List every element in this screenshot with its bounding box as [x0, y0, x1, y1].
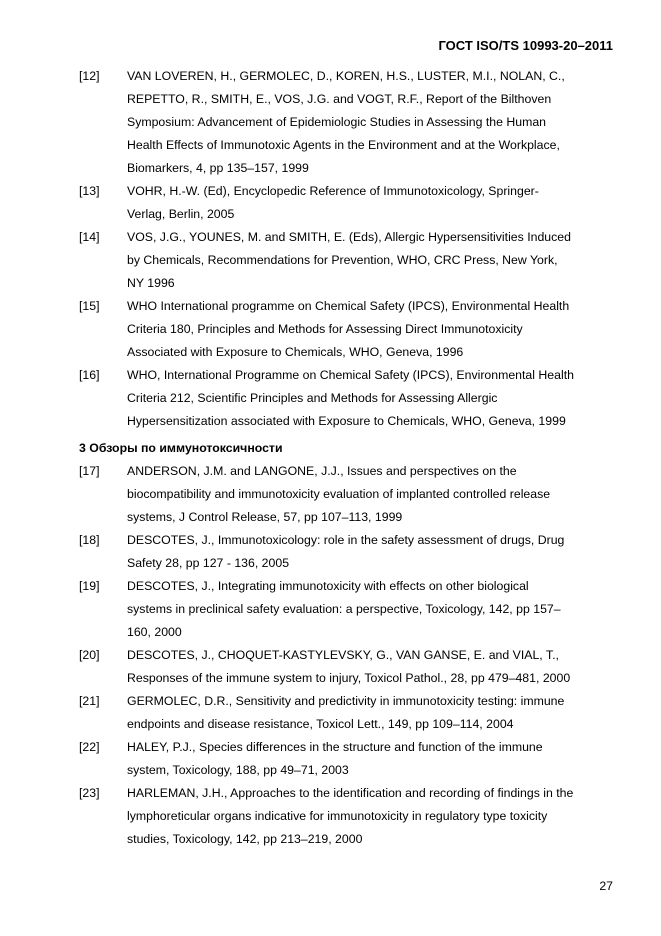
reference-line: Criteria 212, Scientific Principles and Methods for Assessing Allergic	[127, 391, 498, 405]
reference-line: Responses of the immune system to injury, Toxicol Pathol., 28, pp 479–481, 2000	[127, 671, 571, 685]
reference-number: [17]	[79, 464, 100, 478]
reference-text	[127, 736, 619, 782]
reference-line: endpoints and disease resistance, Toxicol Lett., 149, pp 109–114, 2004	[127, 717, 514, 731]
reference-number: [20]	[79, 648, 100, 662]
reference-number: [15]	[79, 299, 100, 313]
reference-line: DESCOTES, J., Immunotoxicology: role in the safety assessment of drugs, Drug	[127, 533, 565, 547]
reference-line: VAN LOVEREN, H., GERMOLEC, D., KOREN, H.S., LUSTER, M.I., NOLAN, C.,	[127, 69, 565, 83]
reference-text	[127, 460, 619, 529]
reference-entry	[79, 65, 619, 180]
reference-text	[127, 65, 619, 180]
reference-line: Criteria 180, Principles and Methods for Assessing Direct Immunotoxicity	[127, 322, 523, 336]
reference-line: biocompatibility and immunotoxicity evaluation of implanted controlled release	[127, 487, 551, 501]
reference-entry	[79, 295, 619, 364]
reference-text	[127, 180, 619, 226]
reference-entry	[79, 364, 619, 433]
reference-number: [19]	[79, 579, 100, 593]
reference-line: DESCOTES, J., CHOQUET-KASTYLEVSKY, G., VAN GANSE, E. and VIAL, T.,	[127, 648, 559, 662]
reference-line: REPETTO, R., SMITH, E., VOS, J.G. and VOGT, R.F., Report of the Bilthoven	[127, 92, 552, 106]
section-3-title: 3 Обзоры по иммунотоксичности	[79, 441, 283, 455]
reference-entry	[79, 644, 619, 690]
reference-number: [12]	[79, 69, 100, 83]
reference-text	[127, 364, 619, 433]
references-list	[79, 65, 619, 851]
reference-line: Symposium: Advancement of Epidemiologic Studies in Assessing the Human	[127, 115, 546, 129]
reference-line: 160, 2000	[127, 625, 182, 639]
reference-line: lymphoreticular organs indicative for immunotoxicity in regulatory type toxicity	[127, 809, 548, 823]
reference-line: VOHR, H.-W. (Ed), Encyclopedic Reference of Immunotoxicology, Springer-	[127, 184, 539, 198]
reference-text	[127, 575, 619, 644]
reference-text	[127, 690, 619, 736]
reference-line: studies, Toxicology, 142, pp 213–219, 2000	[127, 832, 363, 846]
reference-line: NY 1996	[127, 276, 175, 290]
reference-number: [23]	[79, 786, 100, 800]
reference-number: [22]	[79, 740, 100, 754]
reference-entry	[79, 180, 619, 226]
reference-line: WHO, International Programme on Chemical Safety (IPCS), Environmental Health	[127, 368, 574, 382]
references-group-2	[79, 460, 619, 851]
document-code-header: ГОСТ ISO/TS 10993-20–2011	[438, 38, 613, 53]
reference-line: Safety 28, pp 127 - 136, 2005	[127, 556, 290, 570]
reference-line: systems in preclinical safety evaluation: a perspective, Toxicology, 142, pp 157–	[127, 602, 561, 616]
reference-line: Associated with Exposure to Chemicals, WHO, Geneva, 1996	[127, 345, 464, 359]
reference-entry	[79, 226, 619, 295]
reference-line: DESCOTES, J., Integrating immunotoxicity with effects on other biological	[127, 579, 529, 593]
reference-text	[127, 782, 619, 851]
reference-number: [13]	[79, 184, 100, 198]
references-group-1	[79, 65, 619, 433]
reference-line: GERMOLEC, D.R., Sensitivity and predictivity in immunotoxicity testing: immune	[127, 694, 565, 708]
reference-text	[127, 529, 619, 575]
reference-entry	[79, 782, 619, 851]
reference-number: [21]	[79, 694, 100, 708]
reference-line: WHO International programme on Chemical Safety (IPCS), Environmental Health	[127, 299, 570, 313]
reference-line: by Chemicals, Recommendations for Prevention, WHO, CRC Press, New York,	[127, 253, 558, 267]
reference-entry	[79, 690, 619, 736]
page-number: 27	[599, 879, 613, 893]
reference-number: [18]	[79, 533, 100, 547]
reference-entry	[79, 460, 619, 529]
reference-text	[127, 295, 619, 364]
reference-number: [14]	[79, 230, 100, 244]
reference-line: Hypersensitization associated with Exposure to Chemicals, WHO, Geneva, 1999	[127, 414, 566, 428]
reference-entry	[79, 736, 619, 782]
reference-line: HARLEMAN, J.H., Approaches to the identification and recording of findings in the	[127, 786, 574, 800]
reference-line: system, Toxicology, 188, pp 49–71, 2003	[127, 763, 349, 777]
reference-text	[127, 226, 619, 295]
reference-text	[127, 644, 619, 690]
reference-line: systems, J Control Release, 57, pp 107–113, 1999	[127, 510, 403, 524]
reference-line: ANDERSON, J.M. and LANGONE, J.J., Issues and perspectives on the	[127, 464, 517, 478]
reference-entry	[79, 529, 619, 575]
reference-line: Biomarkers, 4, pp 135–157, 1999	[127, 161, 309, 175]
reference-line: HALEY, P.J., Species differences in the structure and function of the immune	[127, 740, 543, 754]
reference-entry	[79, 575, 619, 644]
reference-line: Health Effects of Immunotoxic Agents in the Environment and at the Workplace,	[127, 138, 560, 152]
reference-number: [16]	[79, 368, 100, 382]
reference-line: Verlag, Berlin, 2005	[127, 207, 235, 221]
reference-line: VOS, J.G., YOUNES, M. and SMITH, E. (Eds), Allergic Hypersensitivities Induced	[127, 230, 571, 244]
